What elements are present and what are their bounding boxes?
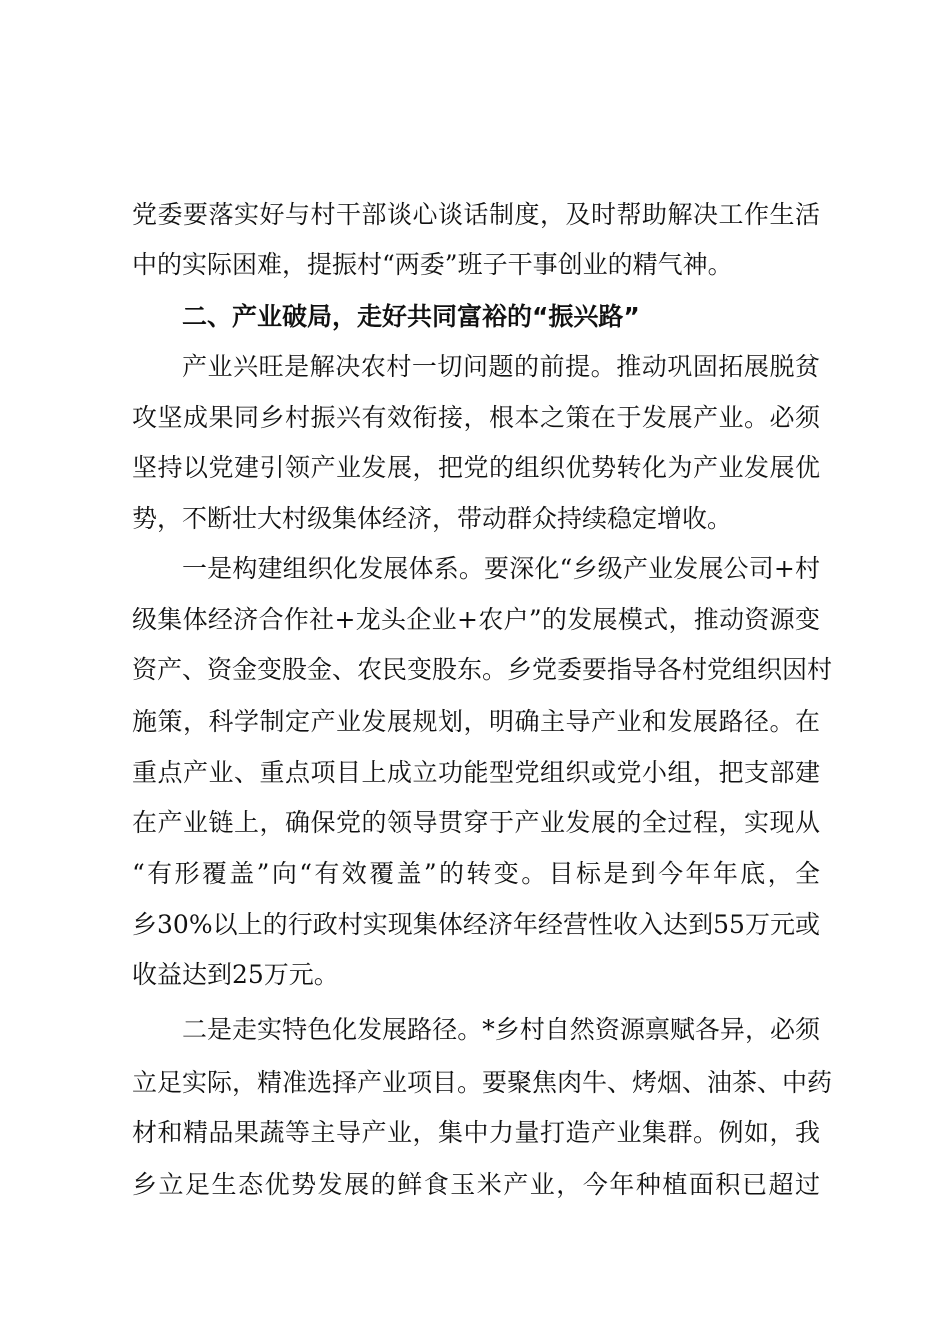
body-text-line: 乡立足生态优势发展的鲜食玉米产业，今年种植面积已超过	[132, 1170, 820, 1199]
body-text-line: 施策，科学制定产业发展规划，明确主导产业和发展路径。在	[132, 707, 820, 736]
section-heading: 二、产业破局，走好共同富裕的“振兴路”	[182, 302, 640, 331]
body-text-line: “有形覆盖”向“有效覆盖”的转变。目标是到今年年底，全	[132, 859, 820, 888]
body-text-line: 在产业链上，确保党的领导贯穿于产业发展的全过程，实现从	[132, 808, 820, 837]
body-text-line: 攻坚成果同乡村振兴有效衔接，根本之策在于发展产业。必须	[132, 403, 820, 432]
body-text-line: 资产、资金变股金、农民变股东。乡党委要指导各村党组织因村	[132, 655, 833, 684]
body-text-line: 立足实际，精准选择产业项目。要聚焦肉牛、烤烟、油茶、中药	[132, 1068, 833, 1097]
body-text-line: 乡30%以上的行政村实现集体经济年经营性收入达到55万元或	[132, 910, 820, 939]
body-text-line: 级集体经济合作社+龙头企业+农户”的发展模式，推动资源变	[132, 605, 820, 634]
body-text-line: 二是走实特色化发展路径。*乡村自然资源禀赋各异，必须	[182, 1015, 820, 1044]
body-text-line: 中的实际困难，提振村“两委”班子干事创业的精气神。	[132, 250, 733, 279]
body-text-line: 党委要落实好与村干部谈心谈话制度，及时帮助解决工作生活	[132, 200, 820, 229]
body-text-line: 一是构建组织化发展体系。要深化“乡级产业发展公司+村	[182, 554, 820, 583]
body-text-line: 坚持以党建引领产业发展，把党的组织优势转化为产业发展优	[132, 453, 820, 482]
body-text-line: 材和精品果蔬等主导产业，集中力量打造产业集群。例如，我	[132, 1118, 820, 1147]
body-text-line: 产业兴旺是解决农村一切问题的前提。推动巩固拓展脱贫	[182, 352, 820, 381]
body-text-line: 收益达到25万元。	[132, 960, 339, 989]
body-text-line: 势，不断壮大村级集体经济，带动群众持续稳定增收。	[132, 504, 733, 533]
body-text-line: 重点产业、重点项目上成立功能型党组织或党小组，把支部建	[132, 758, 820, 787]
